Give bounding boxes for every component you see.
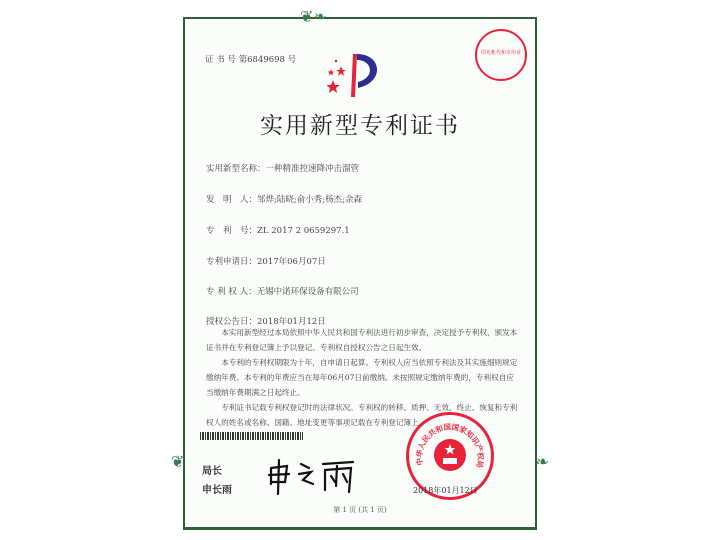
seal-text: 中华人民共和国国家知识产权局 [414, 422, 486, 469]
body-paragraph: 专利证书记载专利权登记时的法律状况。专利权的转移、质押、无效、终止、恢复和专利权人的姓名或名称、国籍、地址变更等事项记载在专利登记簿上。 [206, 403, 518, 427]
field-label: 发 明 人： [206, 195, 258, 205]
field-value: 2018年01月12日 [257, 317, 326, 327]
certificate-title: 实用新型专利证书 [260, 113, 460, 139]
field-label: 实用新型名称： [206, 164, 266, 174]
certificate-number: 证 书 号 第6849698 号 [205, 55, 297, 65]
field-name [206, 162, 359, 174]
agency-seal [475, 29, 527, 81]
body-paragraph: 本专利的专利权期限为十年，自申请日起算。专利权人应当依照专利法及其实施细则规定缴纳年费。本专利的年费应当在每年06月07日前缴纳。未按照规定缴纳年费的，专利权自应当缴纳年费期满之日起终止。 [206, 358, 518, 397]
director-name: 申长雨 [202, 485, 232, 496]
body-paragraph: 本实用新型经过本局依照中华人民共和国专利法进行初步审查，决定授予专利权，颁发本证书并在专利登记簿上予以登记。专利权自授权公告之日起生效。 [206, 328, 518, 352]
seal-date: 2018年01月12日 [413, 486, 478, 495]
field-value: ZL 2017 2 0659297.1 [257, 226, 350, 236]
border-ornament: ❦❧ [300, 7, 327, 26]
page-footer: 第 1 页 (共 1 页) [333, 506, 387, 514]
field-patentee [206, 285, 359, 297]
field-label: 授权公告日： [206, 317, 258, 327]
field-value: 无锡中诺环保设备有限公司 [256, 287, 359, 297]
field-value: 2017年06月07日 [257, 257, 326, 267]
field-patent-number [206, 224, 350, 236]
director-signature [265, 456, 360, 496]
field-value: 一种精准控速降冲击溜管 [265, 164, 360, 174]
field-inventors [206, 193, 362, 205]
patent-certificate [171, 7, 549, 530]
field-value: 邹烨;陆晓;俞小秀;杨杰;余森 [257, 195, 362, 205]
field-label: 专利申请日： [206, 257, 258, 267]
barcode [200, 432, 303, 440]
field-label: 专 利 权 人： [206, 287, 257, 297]
border-ornament: ❦ [171, 452, 185, 471]
director-title: 局长 [202, 466, 222, 477]
field-application-date [206, 255, 326, 267]
border-ornament: ❧ [535, 452, 549, 471]
agency-seal-text: 印兆帐代和专用章 [480, 50, 521, 56]
cnipa-logo [327, 52, 387, 97]
field-label: 专 利 号： [206, 226, 258, 236]
